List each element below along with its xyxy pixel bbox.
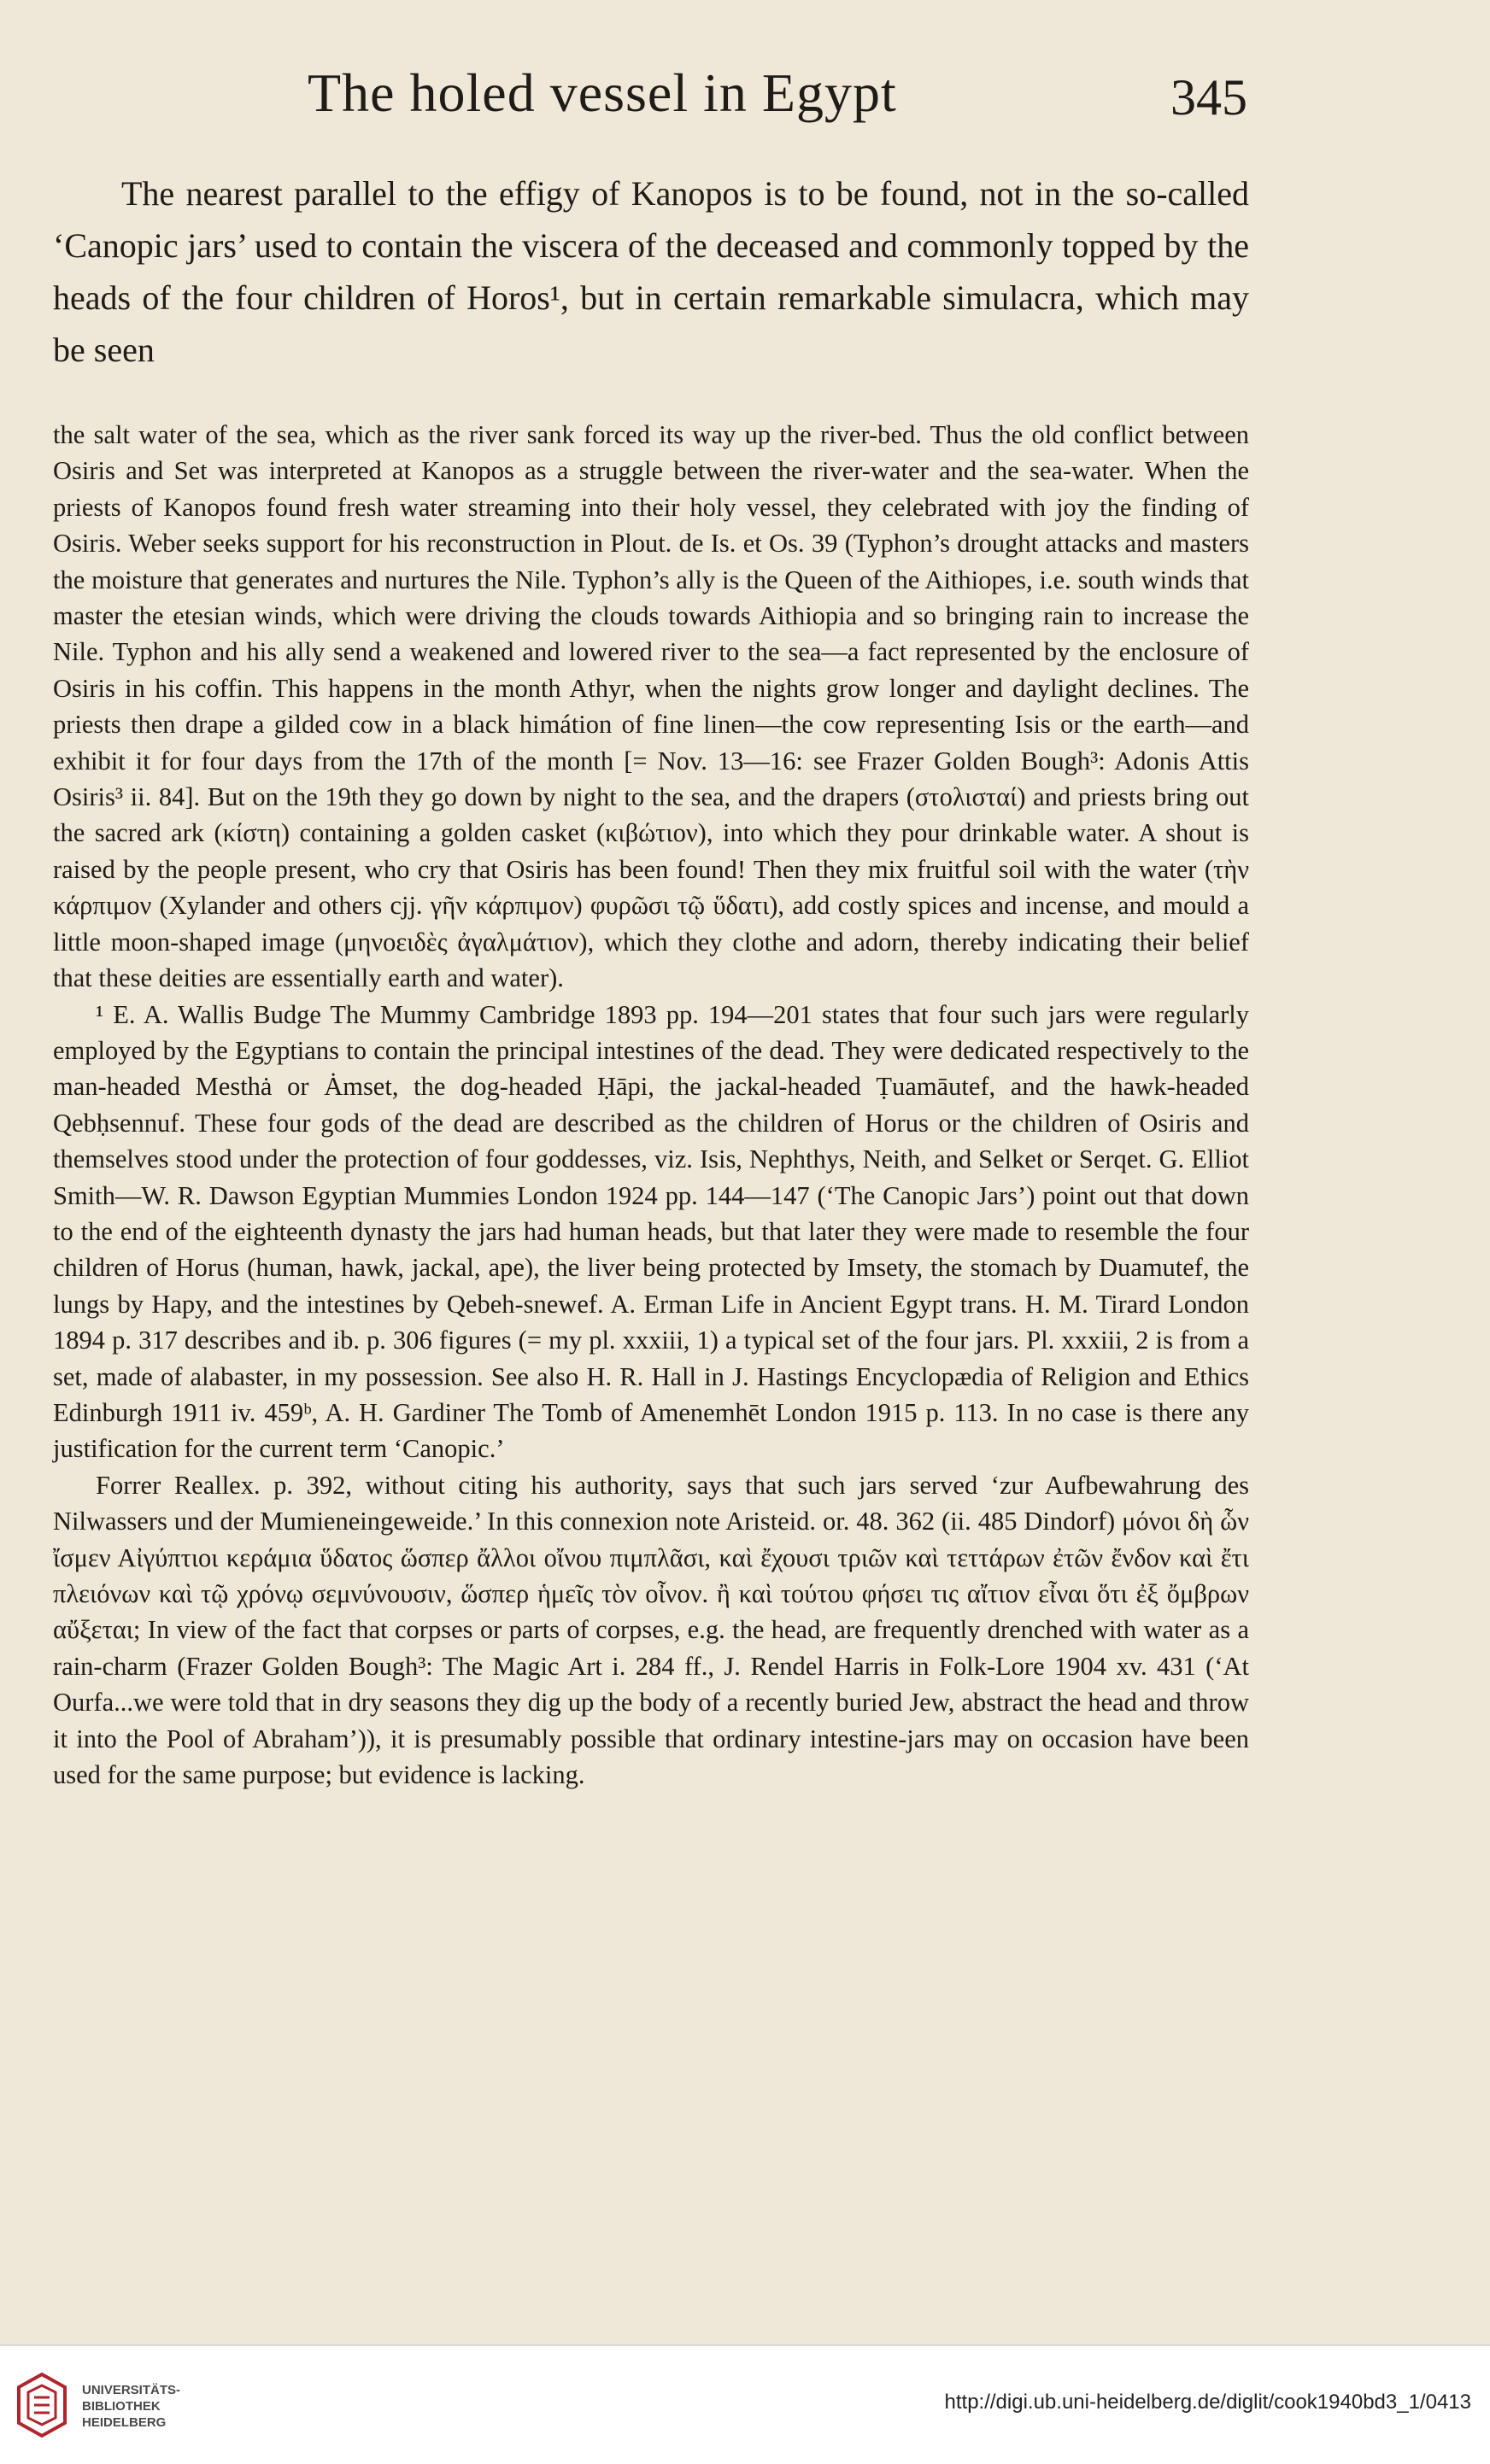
- footnote-2: Forrer Reallex. p. 392, without citing his authority, says that such jars served ‘zur Aufbewahrung des Nilwassers und der Mumieneingeweide.’ In this connexion note Aristeid. or. 48. 362 (ii. 485 Dindorf) μόνοι δὴ ὧν ἴσμεν Αἰγύπτιοι κεράμια ὕδατος ὥσπερ ἄλλοι οἴνου πιμπλᾶσι, καὶ ἔχουσι τριῶν καὶ τεττάρων ἐτῶν ἔνδον καὶ ἔτι πλειόνων καὶ τῷ χρόνῳ σεμνύνουσιν, ὥσπερ ἡμεῖς τὸν οἶνον. ἢ καὶ τούτου φήσει τις αἴτιον εἶναι ὅτι ἐξ ὄμβρων αὔξεται; In view of the fact that corpses or parts of corpses, e.g. the head, are frequently drenched with water as a rain-charm (Frazer Golden Bough³: The Magic Art i. 284 ff., J. Rendel Harris in Folk-Lore 1904 xv. 431 (‘At Ourfa...we were told that in dry seasons they dig up the body of a recently buried Jew, abstract the head and throw it into the Pool of Abraham’)), it is presumably possible that ordinary intestine-jars may on occasion have been used for the same purpose; but evidence is lacking.: [53, 1470, 1249, 1790]
- university-seal-icon: [15, 2372, 68, 2438]
- running-header: [308, 61, 1247, 138]
- running-title: The holed vessel in Egypt: [308, 62, 897, 123]
- footnote-continued: the salt water of the sea, which as the river sank forced its way up the river-bed. Thus the old conflict between Osiris and Set was interpreted at Kanopos as a struggle between the river-water and the sea-water. When the priests of Kanopos found fresh water streaming into their holy vessel, they celebrated with joy the finding of Osiris. Weber seeks support for his reconstruction in Plout. de Is. et Os. 39 (Typhon’s drought attacks and masters the moisture that generates and nurtures the Nile. Typhon’s ally is the Queen of the Aithiopes, i.e. south winds that master the etesian winds, which were driving the clouds towards Aithiopia and so bringing rain to increase the Nile. Typhon and his ally send a weakened and lowered river to the sea—a fact represented by the enclosure of Osiris in his coffin. This happens in the month Athyr, when the nights grow longer and daylight declines. The priests then drape a gilded cow in a black himátion of fine linen—the cow representing Isis or the earth—and exhibit it for four days from the 17th of the month [= Nov. 13—16: see Frazer Golden Bough³: Adonis Attis Osiris³ ii. 84]. But on the 19th they go down by night to the sea, and the drapers (στολισταί) and priests bring out the sacred ark (κίστη) containing a golden casket (κιβώτιον), into which they pour drinkable water. A shout is raised by the people present, who cry that Osiris has been found! Then they mix fruitful soil with the water (τὴν κάρπιμον (Xylander and others cjj. γῆν κάρπιμον) φυρῶσι τῷ ὕδατι), add costly spices and incense, and mould a little moon-shaped image (μηνοειδὲς ἀγαλμάτιον), which they clothe and adorn, thereby indicating their belief that these deities are essentially earth and water).: [53, 420, 1249, 993]
- page-number: 345: [1170, 69, 1247, 126]
- body-paragraph: The nearest parallel to the effigy of Kanopos is to be found, not in the so-called ‘Canopic jars’ used to contain the viscera of the deceased and commonly topped by the heads of the four children of Horos¹, but in certain remarkable simulacra, which may be seen: [53, 174, 1249, 369]
- main-text: [53, 167, 1249, 376]
- viewer-footer: [0, 2344, 1490, 2464]
- footnote-1: ¹ E. A. Wallis Budge The Mummy Cambridge 1893 pp. 194—201 states that four such jars were regularly employed by the Egyptians to contain the principal intestines of the dead. They were dedicated respectively to the man-headed Mesthȧ or Ȧmset, the dog-headed Ḥāpi, the jackal-headed Ṭuamāutef, and the hawk-headed Qebḥsennuf. These four gods of the dead are described as the children of Horus or the children of Osiris and themselves stood under the protection of four goddesses, viz. Isis, Nephthys, Neith, and Selket or Serqet. G. Elliot Smith—W. R. Dawson Egyptian Mummies London 1924 pp. 144—147 (‘The Canopic Jars’) point out that down to the end of the eighteenth dynasty the jars had human heads, but that later they were made to resemble the four children of Horus (human, hawk, jackal, ape), the liver being protected by Imsety, the stomach by Duamutef, the lungs by Hapy, and the intestines by Qebeh-snewef. A. Erman Life in Ancient Egypt trans. H. M. Tirard London 1894 p. 317 describes and ib. p. 306 figures (= my pl. xxxiii, 1) a typical set of the four jars. Pl. xxxiii, 2 is from a set, made of alabaster, in my possession. See also H. R. Hall in J. Hastings Encyclopædia of Religion and Ethics Edinburgh 1911 iv. 459ᵇ, A. H. Gardiner The Tomb of Amenemhēt London 1915 p. 113. In no case is there any justification for the current term ‘Canopic.’: [53, 999, 1249, 1464]
- institution-name: UNIVERSITÄTS- BIBLIOTHEK HEIDELBERG: [82, 2383, 181, 2430]
- permalink-url[interactable]: http://digi.ub.uni-heidelberg.de/diglit/cook1940bd3_1/0413: [944, 2391, 1471, 2414]
- footnotes: [53, 417, 1249, 1793]
